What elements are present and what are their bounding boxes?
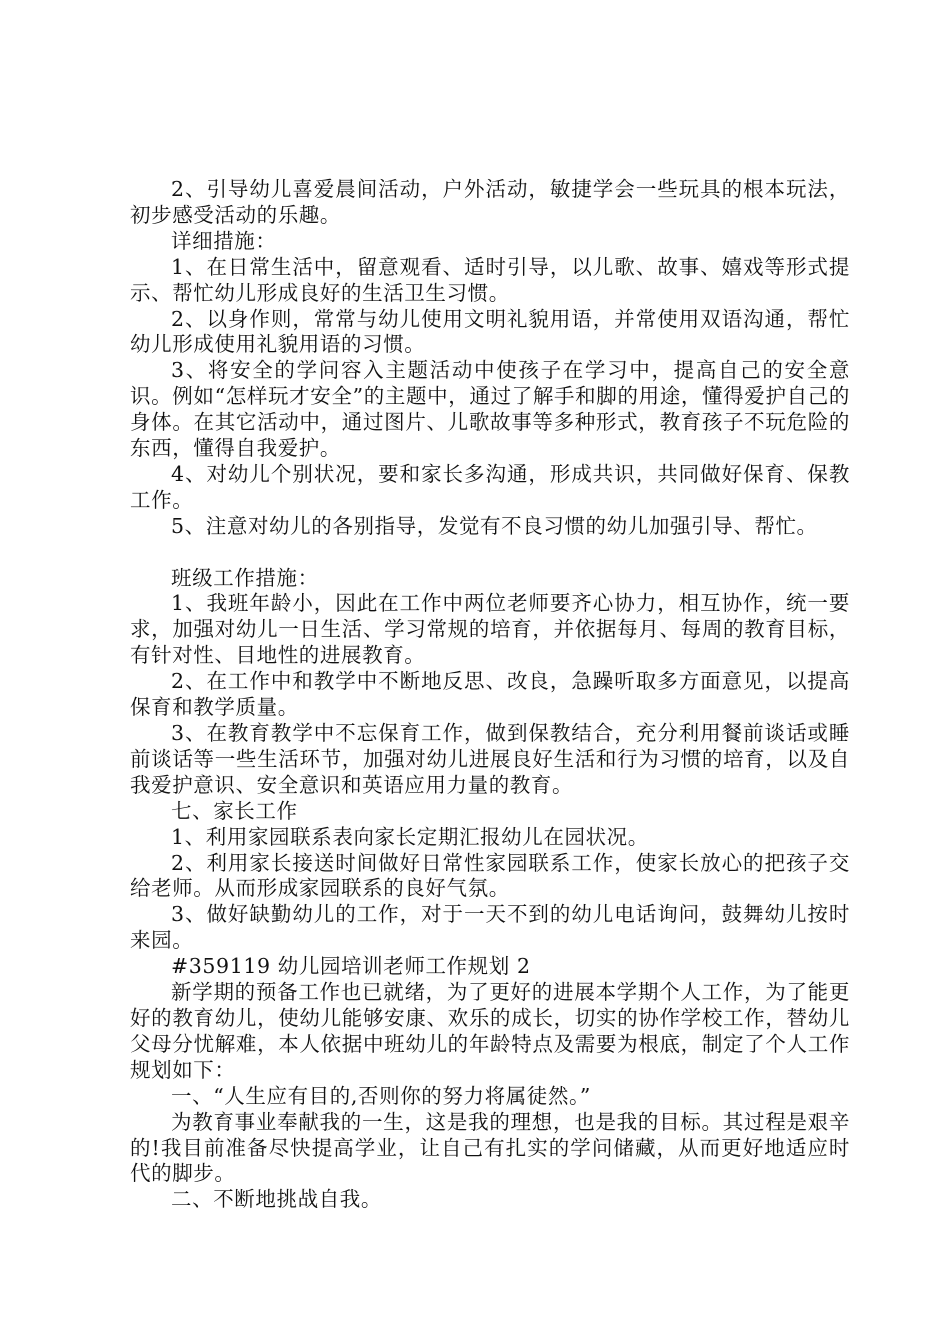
paragraph: 2、在工作中和教学中不断地反思、改良，急躁听取多方面意见，以提高保育和教学质量。 [130, 669, 850, 720]
section-heading: 七、家长工作 [171, 798, 298, 823]
section-heading: 二、不断地挑战自我。 [171, 1187, 382, 1212]
paragraph: 3、在教育教学中不忘保育工作，做到保教结合，充分利用餐前谈话或睡前谈话等一些生活环节，加强对幼儿进展良好生活和行为习惯的培育，以及自我爱护意识、安全意识和英语应用力量的教育。 [130, 721, 850, 797]
section-heading: 一、“人生应有目的,否则你的努力将属徒然。” [171, 1083, 591, 1108]
paragraph: 5、注意对幼儿的各别指导，发觉有不良习惯的幼儿加强引导、帮忙。 [171, 513, 818, 538]
paragraph: 新学期的预备工作也已就绪，为了更好的进展本学期个人工作，为了能更好的教育幼儿，使幼儿能够安康、欢乐的成长，切实的协作学校工作，替幼儿父母分忧解难，本人依据中班幼儿的年龄特点及需要为根底，制定了个人工作规划如下： [130, 980, 850, 1082]
paragraph: 2、以身作则，常常与幼儿使用文明礼貌用语，并常使用双语沟通，帮忙幼儿形成使用礼貌用语的习惯。 [130, 306, 850, 357]
document-title: #359119 幼儿园培训老师工作规划 2 [171, 954, 531, 979]
paragraph: 1、在日常生活中，留意观看、适时引导，以儿歌、故事、嬉戏等形式提示、帮忙幼儿形成良好的生活卫生习惯。 [130, 254, 850, 305]
paragraph: 1、利用家园联系表向家长定期汇报幼儿在园状况。 [171, 824, 649, 849]
paragraph: 3、将安全的学问容入主题活动中使孩子在学习中，提高自己的安全意识。例如“怎样玩才安全”的主题中，通过了解手和脚的用途，懂得爱护自己的身体。在其它活动中，通过图片、儿歌故事等多种形式，教育孩子不玩危险的东西，懂得自我爱护。 [130, 358, 850, 461]
paragraph: 2、引导幼儿喜爱晨间活动，户外活动，敏捷学会一些玩具的根本玩法，初步感受活动的乐趣。 [130, 177, 850, 227]
paragraph: 4、对幼儿个别状况，要和家长多沟通，形成共识，共同做好保育、保教工作。 [130, 461, 850, 512]
paragraph: 3、做好缺勤幼儿的工作，对于一天不到的幼儿电话询问，鼓舞幼儿按时来园。 [130, 902, 850, 953]
paragraph: 1、我班年龄小，因此在工作中两位老师要齐心协力，相互协作，统一要求，加强对幼儿一日生活、学习常规的培育，并依据每月、每周的教育目标，有针对性、目地性的进展教育。 [130, 591, 850, 668]
paragraph: 2、利用家长接送时间做好日常性家园联系工作，使家长放心的把孩子交给老师。从而形成家园联系的良好气氛。 [130, 850, 850, 901]
paragraph: 为教育事业奉献我的一生，这是我的理想，也是我的目标。其过程是艰辛的!我目前准备尽快提高学业，让自己有扎实的学问储藏，从而更好地适应时代的脚步。 [130, 1109, 850, 1186]
document-body [130, 177, 850, 1213]
section-heading: 详细措施： [171, 228, 277, 253]
section-heading: 班级工作措施： [171, 565, 319, 590]
